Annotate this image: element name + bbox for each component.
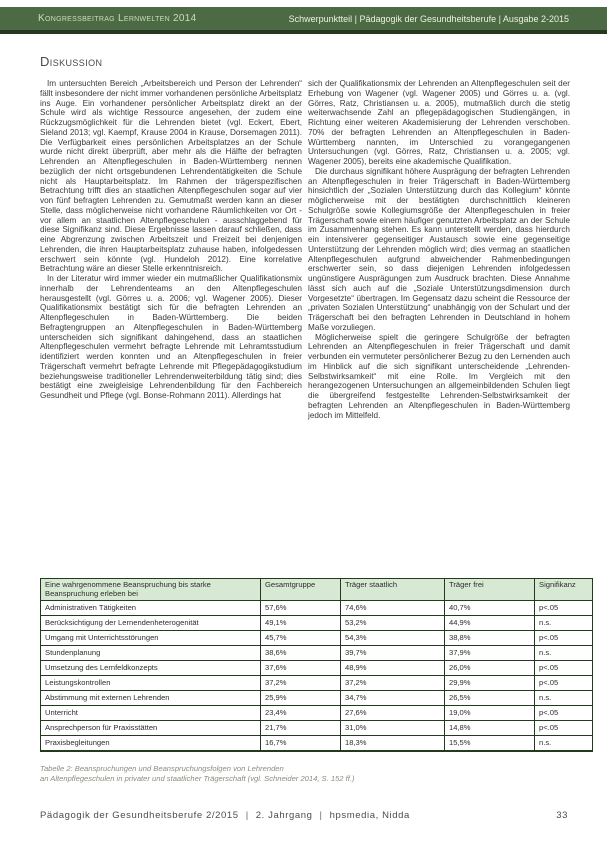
- row-label: Praxisbegleitungen: [41, 736, 261, 752]
- value-traeger-frei: 15,5%: [445, 736, 535, 752]
- col-header-beanspruchung: Eine wahrgenommene Beanspruchung bis starke Beanspruchung erleben bei: [41, 579, 261, 601]
- value-gesamtgruppe: 25,9%: [261, 691, 341, 706]
- table-header-row: [41, 579, 593, 601]
- value-traeger-staatlich: 34,7%: [341, 691, 445, 706]
- footer-separator: |: [319, 810, 323, 821]
- row-label: Abstimmung mit externen Lehrenden: [41, 691, 261, 706]
- table-row: [41, 601, 593, 616]
- value-traeger-frei: 19,0%: [445, 706, 535, 721]
- value-traeger-frei: 14,8%: [445, 721, 535, 736]
- table-row: [41, 691, 593, 706]
- value-signifikanz: n.s.: [535, 691, 593, 706]
- row-label: Administrativen Tätigkeiten: [41, 601, 261, 616]
- table-row: [41, 661, 593, 676]
- value-signifikanz: n.s.: [535, 736, 593, 752]
- value-gesamtgruppe: 23,4%: [261, 706, 341, 721]
- value-signifikanz: n.s.: [535, 646, 593, 661]
- footer-publisher: hpsmedia, Nidda: [329, 810, 410, 821]
- caption-line-2: an Altenpflegeschulen in privater und staatlicher Trägerschaft (vgl. Schneider 2014, S. 152 ff.): [40, 773, 355, 783]
- header-rule: [0, 30, 607, 34]
- beanspruchung-table: [40, 578, 593, 752]
- row-label: Stundenplanung: [41, 646, 261, 661]
- table-row: [41, 631, 593, 646]
- value-traeger-staatlich: 74,6%: [341, 601, 445, 616]
- paragraph: Die durchaus signifikant höhere Ausprägung der befragten Lehrenden an Altenpflegeschulen in freier Trägerschaft in Baden-Württemberg hinsichtlich der „Sozialen Unterstützung durch das Kollegium“ könnte möglicherweise mit der bestätigten durchschnittlich kleineren Schulgröße sowie Kollegiumsgröße der Altenpflegeschulen in freier Trägerschaft sowie einem häufiger genutzten Arbeitsplatz an der Schule im Zusammenhang stehen. Es kann unterstellt werden, dass hierdurch ein intensiverer gegenseitiger Austausch sowie eine gegenseitige Unterstützung der Lehrenden möglich wird; dies vermag an staatlichen Altenpflegeschulen aufgrund abweichender Rahmenbedingungen erschwerter sein, so dass diejenigen Lehrenden infolgedessen ungünstigere Ausprägungen zum Ausdruck brachten. Diese Annahme lässt sich auch auf die „Soziale Unterstützungsdimension durch Vorgesetzte“ übertragen. Im Gegensatz dazu scheint die Ressource der „privaten Sozialen Unterstützung“ unabhängig von der Schulart und der Trägerschaft bei den befragten Lehrenden in Deutschland in hohem Maße vorzuliegen.: [308, 166, 570, 332]
- table-row: [41, 721, 593, 736]
- row-label: Unterricht: [41, 706, 261, 721]
- page-header: [0, 7, 607, 30]
- page-number: 33: [556, 810, 568, 821]
- footer-volume: 2. Jahrgang: [255, 810, 313, 821]
- row-label: Umsetzung des Lernfeldkonzepts: [41, 661, 261, 676]
- row-label: Umgang mit Unterrichtsstörungen: [41, 631, 261, 646]
- value-gesamtgruppe: 57,6%: [261, 601, 341, 616]
- footer-separator: |: [245, 810, 249, 821]
- value-traeger-frei: 38,8%: [445, 631, 535, 646]
- value-signifikanz: n.s.: [535, 616, 593, 631]
- table-caption: [40, 764, 560, 783]
- value-gesamtgruppe: 49,1%: [261, 616, 341, 631]
- value-gesamtgruppe: 21,7%: [261, 721, 341, 736]
- value-signifikanz: p<.05: [535, 706, 593, 721]
- text-column-left: [40, 79, 302, 561]
- table-body: [41, 601, 593, 752]
- value-traeger-staatlich: 39,7%: [341, 646, 445, 661]
- table-row: [41, 736, 593, 752]
- value-traeger-frei: 44,9%: [445, 616, 535, 631]
- value-traeger-frei: 40,7%: [445, 601, 535, 616]
- table-row: [41, 616, 593, 631]
- header-issue-label: Schwerpunktteil | Pädagogik der Gesundheitsberufe | Ausgabe 2-2015: [288, 13, 569, 24]
- value-gesamtgruppe: 37,6%: [261, 661, 341, 676]
- table-row: [41, 676, 593, 691]
- value-traeger-staatlich: 37,2%: [341, 676, 445, 691]
- section-heading: Diskussion: [40, 54, 103, 69]
- header-conference-label: Kongressbeitrag Lernwelten 2014: [38, 13, 197, 24]
- col-header-traeger-frei: Träger frei: [445, 579, 535, 601]
- footer-journal: Pädagogik der Gesundheitsberufe 2/2015: [40, 810, 239, 821]
- row-label: Ansprechperson für Praxisstätten: [41, 721, 261, 736]
- article: [40, 54, 570, 561]
- value-signifikanz: p<.05: [535, 601, 593, 616]
- value-traeger-frei: 29,9%: [445, 676, 535, 691]
- paragraph: Möglicherweise spielt die geringere Schulgröße der befragten Lehrenden an Altenpflegeschulen in freier Trägerschaft und damit verbunden ein vermuteter persönlicherer Bezug zu den Lernenden auch im Hinblick auf die sich signifikant unterscheidende „Lehrenden-Selbstwirksamkeit“ mit eine Rolle. Im Vergleich mit den herangezogenen Untersuchungen an allgemeinbildenden Schulen liegt die übergreifend festgestellte Lehrenden-Selbstwirksamkeit der befragten Lehrenden an Altenpflegeschulen in Baden-Württemberg jedoch im Mittelfeld.: [308, 332, 570, 420]
- paragraph: sich der Qualifikationsmix der Lehrenden an Altenpflegeschulen seit der Erhebung von Wagener (vgl. Wagener 2005) und Görres u. a. (vgl. Görres, Ratz, Christiansen u. a. 2005), mutmaßlich durch die stetig weiterwachsende Zahl an pflegepädagogischen Studiengängen, in Richtung einer weiteren Akademisierung der Lehrenden verschoben. 70% der befragten Lehrenden an Altenpflegeschulen in Baden-Württemberg nannten, im Unterschied zu vorangegangenen Untersuchungen (vgl. Görres, Ratz, Christiansen u. a. 2005; vgl. Wagener 2005), bereits eine akademische Qualifikation.: [308, 79, 570, 166]
- value-traeger-frei: 37,9%: [445, 646, 535, 661]
- value-traeger-frei: 26,0%: [445, 661, 535, 676]
- col-header-signifikanz: Signifikanz: [535, 579, 593, 601]
- value-traeger-staatlich: 48,9%: [341, 661, 445, 676]
- two-column-text: [40, 79, 570, 561]
- value-gesamtgruppe: 45,7%: [261, 631, 341, 646]
- value-gesamtgruppe: 16,7%: [261, 736, 341, 752]
- page-footer: [40, 810, 568, 821]
- col-header-gesamtgruppe: Gesamtgruppe: [261, 579, 341, 601]
- row-label: Berücksichtigung der Lernendenheterogenität: [41, 616, 261, 631]
- value-traeger-staatlich: 53,2%: [341, 616, 445, 631]
- value-gesamtgruppe: 37,2%: [261, 676, 341, 691]
- value-signifikanz: p<.05: [535, 661, 593, 676]
- value-traeger-staatlich: 27,6%: [341, 706, 445, 721]
- value-signifikanz: p<.05: [535, 631, 593, 646]
- col-header-traeger-staatlich: Träger staatlich: [341, 579, 445, 601]
- value-traeger-staatlich: 18,3%: [341, 736, 445, 752]
- value-signifikanz: p<.05: [535, 676, 593, 691]
- value-traeger-staatlich: 54,3%: [341, 631, 445, 646]
- paragraph: In der Literatur wird immer wieder ein mutmaßlicher Qualifikationsmix innerhalb der Lehrendenteams an den Altenpflegeschulen herausgestellt (vgl. Görres u. a. 2006; vgl. Wagener 2005). Dieser Qualifikationsmix bestätigt sich für die befragten Lehrenden an Altenpflegeschulen in Baden-Württemberg. Die beiden Befragtengruppen an Altenpflegeschulen in Baden-Württemberg unterscheiden sich signifikant dahingehend, dass an staatlichen Altenpflegeschulen vermehrt befragte Lehrende mit Lehramtsstudium identifiziert werden konnten und an Altenpflegeschulen in freier Trägerschaft vermehrt befragte Lehrende mit Pflegepädagogikstudium beziehungsweise traditioneller Lehrendenweiterbildung tätig sind; dies bestätigt eine zweigleisige Lehrendenbildung für den Fachbereich Gesundheit und Pflege (vgl. Bonse-Rohmann 2011). Allerdings hat: [40, 274, 302, 400]
- value-traeger-frei: 26,5%: [445, 691, 535, 706]
- text-column-right: [308, 79, 570, 561]
- value-gesamtgruppe: 38,6%: [261, 646, 341, 661]
- table-row: [41, 646, 593, 661]
- caption-line-1: Tabelle 2: Beanspruchungen und Beanspruchungsfolgen von Lehrenden: [40, 764, 284, 773]
- value-traeger-staatlich: 31,0%: [341, 721, 445, 736]
- row-label: Leistungskontrollen: [41, 676, 261, 691]
- value-signifikanz: p<.05: [535, 721, 593, 736]
- paragraph: Im untersuchten Bereich „Arbeitsbereich und Person der Lehrenden“ fällt insbesondere der nicht immer vorhandenen persönliche Arbeitsplatz ins Auge. Ein vorhandener persönlicher Arbeitsplatz direkt an der Schule wird als wichtige Ressource angesehen, der zudem eine Rückzugsmöglichkeit für die Lehrenden bietet (vgl. Eckert, Ebert, Sieland 2013; vgl. Kaempf, Krause 2004 in Krause, Dorsemagen 2011). Die Verfügbarkeit eines persönlichen Arbeitsplatzes an der Schule wurde nicht direkt überprüft, aber mehr als die Hälfte der befragten Lehrenden an Altenpflegeschulen in Baden-Württemberg nennen bezüglich der nicht ortsgebundenen Lehrendentätigkeiten die Schule nicht als Hauptarbeitsplatz. Im Rahmen der trägerspezifischen Betrachtung trifft dies an staatlichen Altenpflegeschulen sogar auf vier von fünf befragten Lehrenden zu. Gemutmaßt werden kann an dieser Stelle, dass möglicherweise nicht vorhandene Räumlichkeiten vor Ort - vor allem an staatlichen Altenpflegeschulen - ausschlaggebend für diese Signifikanz sind. Diese Ergebnisse lassen darauf schließen, dass eine Abgrenzung zwischen Arbeitszeit und Freizeit bei denjenigen Lehrenden, die ihren Hauptarbeitsplatz zuhause haben, infolgedessen erschwert sein könnte (vgl. Hundeloh 2012). Eine korrelative Betrachtung wäre an dieser Stelle erkenntnisreich.: [40, 79, 302, 274]
- table-row: [41, 706, 593, 721]
